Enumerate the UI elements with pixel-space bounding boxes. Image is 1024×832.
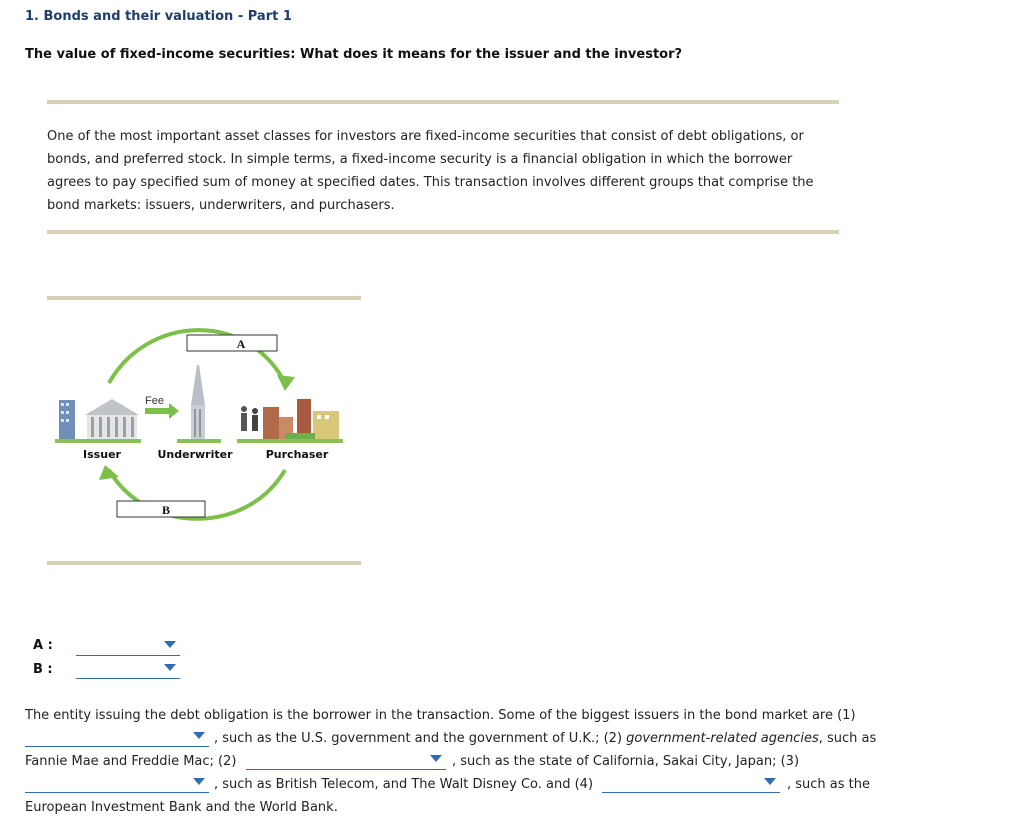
blank-4-dropdown[interactable] xyxy=(602,774,780,793)
blank-1-dropdown[interactable] xyxy=(25,728,209,747)
bond-market-diagram xyxy=(47,305,361,555)
box-a-label: A xyxy=(236,337,246,351)
question-line-4-end: , such as the xyxy=(787,777,871,792)
issuer-building-icon xyxy=(55,399,141,443)
answer-a-dropdown[interactable] xyxy=(76,637,180,656)
answer-b-label: B : xyxy=(33,662,53,677)
divider-top xyxy=(47,100,839,104)
page-title: 1. Bonds and their valuation - Part 1 xyxy=(25,9,292,24)
diagram-divider-bottom xyxy=(47,561,361,565)
question-line-5: European Investment Bank and the World Bank. xyxy=(25,800,338,815)
question-line-3-start: Fannie Mae and Freddie Mac; (2) xyxy=(25,754,237,769)
top-arrow-head xyxy=(277,375,295,391)
diagram-divider-top xyxy=(47,296,361,300)
intro-paragraph: One of the most important asset classes for investors are fixed-income securities that consist of debt obligations, or bonds, and preferred stock. In simple terms, a fixed-income security is a financial obligation in which the borrower agrees to pay specified sum of money at specified dates. This transaction involves different groups that comprise the bond markets: issuers, underwriters, and purchasers. xyxy=(47,129,814,213)
box-b-label: B xyxy=(161,503,171,517)
box-a xyxy=(187,335,277,351)
chevron-down-icon xyxy=(164,664,176,671)
issuer-label: Issuer xyxy=(83,448,121,461)
chevron-down-icon xyxy=(430,755,442,762)
underwriter-label: Underwriter xyxy=(157,448,233,461)
chevron-down-icon xyxy=(164,641,176,648)
question-line-4-mid: , such as British Telecom, and The Walt Disney Co. and (4) xyxy=(214,777,594,792)
underwriter-tower-icon xyxy=(177,365,221,443)
purchaser-people-city-icon xyxy=(237,399,343,443)
chevron-down-icon xyxy=(193,778,205,785)
chevron-down-icon xyxy=(193,732,205,739)
section-subtitle: The value of fixed-income securities: What does it means for the issuer and the investor? xyxy=(25,47,683,62)
fee-label: Fee xyxy=(145,395,164,407)
answer-b-dropdown[interactable] xyxy=(76,660,180,679)
divider-intro-bottom xyxy=(47,230,839,234)
answer-a-label: A : xyxy=(33,638,53,653)
blank-2-dropdown[interactable] xyxy=(246,751,446,770)
question-line-2: , such as the U.S. government and the government of U.K.; (2) government-related agencies, such as xyxy=(214,731,877,746)
blank-3-dropdown[interactable] xyxy=(25,774,209,793)
question-line-1: The entity issuing the debt obligation is the borrower in the transaction. Some of the biggest issuers in the bond market are (1) xyxy=(25,708,856,723)
question-line-3-end: , such as the state of California, Sakai City, Japan; (3) xyxy=(452,754,800,769)
purchaser-label: Purchaser xyxy=(265,448,329,461)
chevron-down-icon xyxy=(764,778,776,785)
